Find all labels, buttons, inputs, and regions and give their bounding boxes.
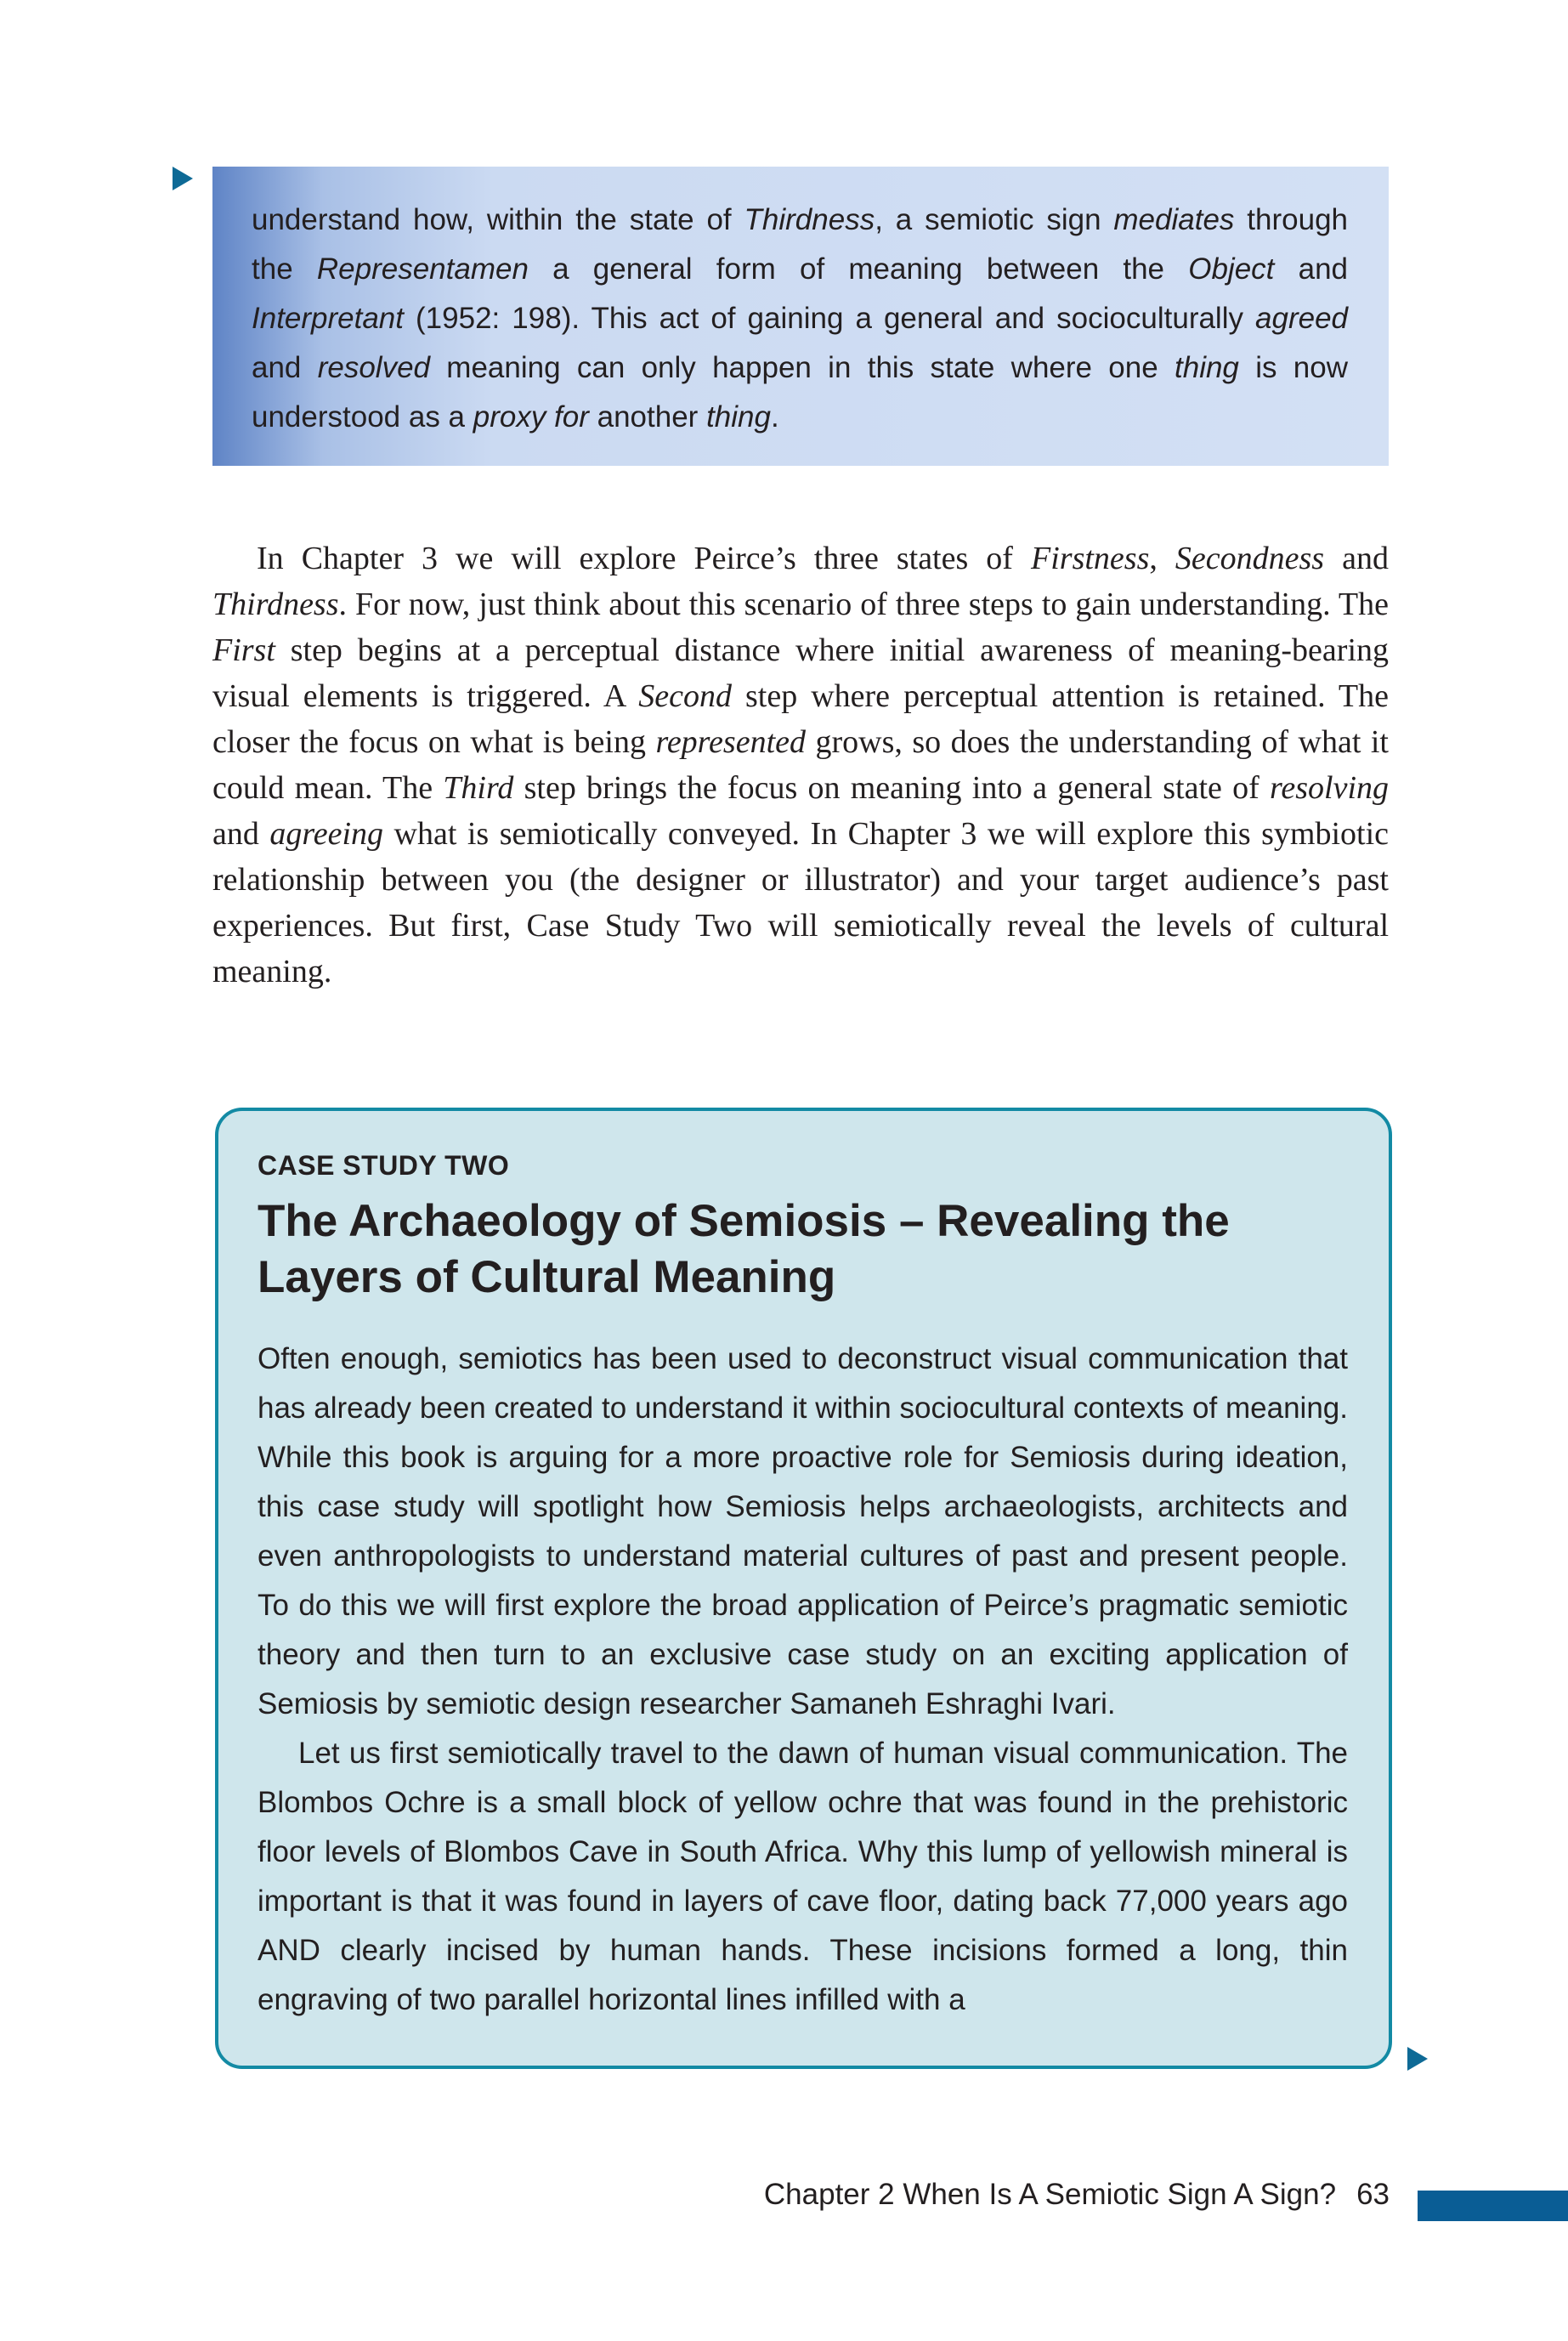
text-segment: is now understood as a (252, 351, 1348, 434)
italic-text-segment: Third (443, 770, 514, 806)
text-segment: what is semiotically conveyed. In Chapter 3 we will explore this symbiotic relationship between you (the designer or illustrator) and your target audience’s past experiences. But first, Case Study Two will semiotically reveal the levels of cultural meaning. (212, 816, 1389, 989)
italic-text-segment: represented (655, 724, 807, 760)
text-segment: and (252, 351, 318, 384)
text-segment: step where perceptual attention is retained. The closer the focus on what is being (212, 678, 1389, 760)
body-paragraph (212, 536, 1389, 995)
italic-text-segment: Firstness (1031, 541, 1150, 576)
italic-text-segment: Thirdness (212, 587, 339, 622)
italic-text-segment: Object (1188, 252, 1275, 286)
text-segment: through the (252, 203, 1349, 286)
text-segment: (1952: 198). This act of gaining a general and socioculturally (404, 302, 1256, 335)
text-segment: meaning can only happen in this state where one (430, 351, 1175, 384)
main-body-text (212, 536, 1389, 995)
text-segment: understand how, within the state of (252, 203, 744, 236)
callout-text (252, 196, 1348, 442)
continuation-marker-icon (173, 167, 193, 190)
italic-text-segment: Representamen (316, 252, 529, 286)
text-segment: a general form of meaning between the (528, 252, 1189, 286)
text-segment: , (1149, 541, 1175, 576)
text-segment: . (770, 400, 779, 434)
italic-text-segment: First (212, 632, 275, 668)
italic-text-segment: Second (638, 678, 732, 714)
text-segment: , a semiotic sign (875, 203, 1114, 236)
case-study-paragraph-1: Often enough, semiotics has been used to deconstruct visual communication that has already been created to understand it within sociocultural contexts of meaning. While this book is arguing for a more proactive role for Semiosis during ideation, this case study will spotlight how Semiosis helps archaeologists, architects and even anthropologists to understand material cultures of past and present people. To do this we will first explore the broad application of Peirce’s pragmatic semiotic theory and then turn to an exclusive case study on an exciting application of Semiosis by semiotic design researcher Samaneh Eshraghi Ivari. (258, 1342, 1348, 1720)
page-number: 63 (1356, 2178, 1390, 2211)
text-segment: and (212, 816, 270, 852)
italic-text-segment: Thirdness (744, 203, 875, 236)
text-segment: and (1274, 252, 1348, 286)
text-segment: In Chapter 3 we will explore Peirce’s three states of (257, 541, 1032, 576)
case-study-box (215, 1108, 1392, 2069)
case-study-label: CASE STUDY TWO (258, 1150, 510, 1181)
case-study-paragraph-2: Let us first semiotically travel to the dawn of human visual communication. The Blombos Ochre is a small block of yellow ochre that was found in the prehistoric floor levels of Blombos Cave in South Africa. Why this lump of yellowish mineral is important is that it was found in layers of cave floor, dating back 77,000 years ago AND clearly incised by human hands. These incisions formed a long, thin engraving of two parallel horizontal lines infilled with a (258, 1737, 1348, 2016)
italic-text-segment: agreed (1255, 302, 1348, 335)
text-segment: step begins at a perceptual distance where initial awareness of meaning-bearing visual elements is triggered. A (212, 632, 1389, 714)
page-footer (764, 2178, 1390, 2212)
text-segment: . For now, just think about this scenario of three steps to gain understanding. The (338, 587, 1389, 622)
definition-callout (212, 167, 1389, 466)
text-segment: step brings the focus on meaning into a general state of (513, 770, 1270, 806)
text-segment: another (588, 400, 707, 434)
italic-text-segment: resolved (317, 351, 430, 384)
italic-text-segment: resolving (1270, 770, 1390, 806)
italic-text-segment: thing (706, 400, 771, 434)
italic-text-segment: thing (1175, 351, 1239, 384)
italic-text-segment: mediates (1113, 203, 1235, 236)
running-footer-chapter: Chapter 2 When Is A Semiotic Sign A Sign? (763, 2178, 1337, 2211)
italic-text-segment: proxy for (473, 400, 589, 434)
italic-text-segment: agreeing (269, 816, 384, 852)
footer-accent-bar (1418, 2191, 1568, 2221)
italic-text-segment: Interpretant (252, 302, 404, 335)
text-segment: grows, so does the understanding of what it could mean. The (212, 724, 1389, 806)
continuation-marker-icon (1407, 2047, 1428, 2071)
italic-text-segment: Secondness (1175, 541, 1325, 576)
case-study-title: The Archaeology of Semiosis – Revealing the Layers of Cultural Meaning (258, 1196, 1230, 1302)
text-segment: and (1324, 541, 1390, 576)
